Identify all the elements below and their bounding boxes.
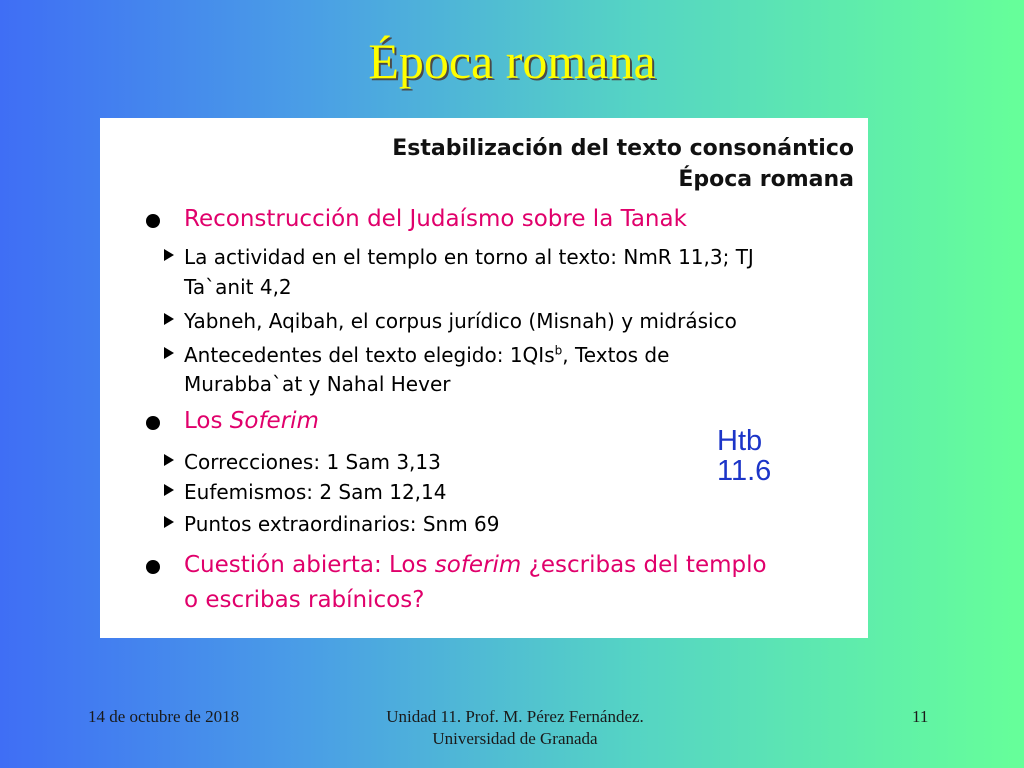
- triangle-bullet-icon: [164, 454, 174, 466]
- footer-author-line1: Unidad 11. Prof. M. Pérez Fernández.: [386, 707, 644, 726]
- content-panel: [100, 118, 868, 638]
- triangle-bullet-icon: [164, 313, 174, 325]
- bullet-1-sub-1-line1: La actividad en el templo en torno al texto: NmR 11,3; TJ: [184, 245, 754, 269]
- bullet-1-text: Reconstrucción del Judaísmo sobre la Tanak: [184, 206, 687, 232]
- bullet-1-sub-1-line2: Ta`anit 4,2: [184, 275, 292, 299]
- slide-title: Época romana: [368, 33, 656, 89]
- footer-author: [360, 706, 670, 750]
- triangle-bullet-icon: [164, 516, 174, 528]
- bullet-dot-icon: [146, 214, 160, 228]
- panel-heading-line1: Estabilización del texto consonántico: [392, 136, 854, 161]
- slide-number: 11: [912, 707, 929, 726]
- footer-date: 14 de octubre de 2018: [88, 707, 240, 726]
- bullet-2-sub-2: Eufemismos: 2 Sam 12,14: [184, 480, 447, 504]
- bullet-3-line2: o escribas rabínicos?: [184, 587, 425, 613]
- reference-line1: Htb: [717, 425, 763, 457]
- bullet-dot-icon: [146, 416, 160, 430]
- panel-heading-line2: Época romana: [678, 167, 854, 192]
- bullet-1-sub-2: Yabneh, Aqibah, el corpus jurídico (Misnah) y midrásico: [184, 309, 737, 333]
- bullet-2-sub-3: Puntos extraordinarios: Snm 69: [184, 512, 500, 536]
- reference-line2: 11.6: [717, 455, 772, 488]
- reference-note: [717, 426, 771, 487]
- bullet-dot-icon: [146, 560, 160, 574]
- bullet-2-sub-1: Correcciones: 1 Sam 3,13: [184, 450, 441, 474]
- bullet-3-line1: Cuestión abierta: Los soferim ¿escribas del templo: [184, 552, 767, 578]
- bullet-1-sub-3-line1: Antecedentes del texto elegido: 1QIs$^b$, Textos de: [184, 343, 670, 367]
- triangle-bullet-icon: [164, 249, 174, 261]
- footer-author-line2: Universidad de Granada: [432, 729, 598, 749]
- triangle-bullet-icon: [164, 347, 174, 359]
- bullet-1-sub-3-line2: Murabba`at y Nahal Hever: [184, 372, 451, 396]
- bullet-2-text: Los Soferim: [184, 408, 319, 434]
- triangle-bullet-icon: [164, 484, 174, 496]
